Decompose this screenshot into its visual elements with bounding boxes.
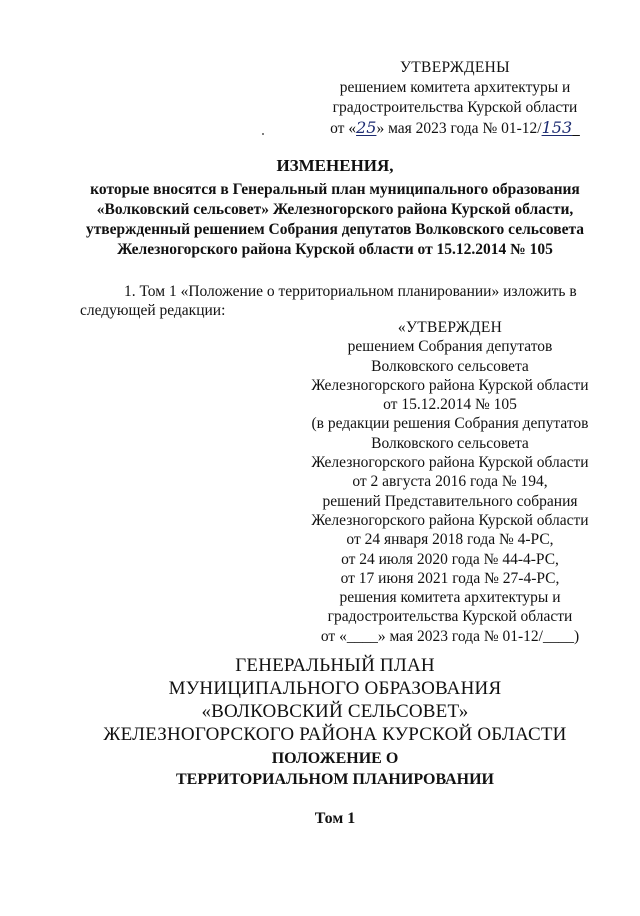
position-title [40,748,630,790]
approval-line: решением комитета архитектуры и [339,79,571,96]
approval-line: от «____» мая 2023 года № 01-12/____) [320,627,580,645]
approval-line: Железногорского района Курской области [311,376,589,394]
approval-header: «УТВЕРЖДЕН [397,319,503,336]
approval-line: Волковского сельсовета [371,434,529,452]
approval-line: от 17 июня 2021 года № 27-4-РС, [340,569,560,587]
date-prefix: от « [330,120,357,137]
general-plan-line: «ВОЛКОВСКИЙ СЕЛЬСОВЕТ» [201,701,469,722]
approval-line: Волковского сельсовета [371,357,529,375]
date-mid: » мая 2023 года № 01-12/ [376,120,542,137]
changes-heading: ИЗМЕНЕНИЯ, [276,156,394,175]
approval-block-inner [290,318,610,646]
changes-title-line: «Волковский сельсовет» Железногорского района Курской области, [96,201,574,218]
approval-line: решений Представительного собрания [322,492,578,510]
approval-date-line [300,118,610,139]
changes-title-line: Железногорского района Курской области от 15.12.2014 № 105 [117,241,553,258]
approval-line: от 24 января 2018 года № 4-РС, [346,531,554,549]
approval-line: Железногорского района Курской области [311,511,589,529]
changes-title [40,156,630,260]
paragraph-line: следующей редакции: [80,302,226,319]
approval-line: Железногорского района Курской области [311,454,589,472]
approval-line: от 15.12.2014 № 105 [383,396,517,414]
approval-line: решения комитета архитектуры и [339,589,561,607]
number-underline [572,120,580,137]
approval-line: градостроительства Курской области [332,99,578,116]
changes-title-line: которые вносятся в Генеральный план муниципального образования [90,181,580,198]
handwritten-day: 25 [356,118,377,137]
general-plan-title [40,654,630,746]
approval-line: от 24 июля 2020 года № 44-4-РС, [341,550,559,568]
scan-artifact-dot [262,133,264,135]
general-plan-line: МУНИЦИПАЛЬНОГО ОБРАЗОВАНИЯ [168,678,502,699]
approval-header: УТВЕРЖДЕНЫ [400,59,510,76]
approval-line: (в редакции решения Собрания депутатов [311,415,589,433]
general-plan-line: ГЕНЕРАЛЬНЫЙ ПЛАН [235,655,435,676]
general-plan-line: ЖЕЛЕЗНОГОРСКОГО РАЙОНА КУРСКОЙ ОБЛАСТИ [103,724,567,745]
position-line: ПОЛОЖЕНИЕ О [271,750,399,767]
handwritten-number: 153 [541,118,573,137]
volume-label: Том 1 [314,810,356,827]
approval-line: решением Собрания депутатов [347,338,553,356]
paragraph-line: 1. Том 1 «Положение о территориальном планировании» изложить в [124,283,577,300]
approval-line: от 2 августа 2016 года № 194, [352,473,548,491]
position-line: ТЕРРИТОРИАЛЬНОМ ПЛАНИРОВАНИИ [176,771,494,788]
changes-title-line: утвержденный решением Собрания депутатов Волковского сельсовета [85,221,585,238]
paragraph-1 [80,282,600,320]
approval-block-top [300,58,610,139]
approval-line: градостроительства Курской области [327,608,573,626]
